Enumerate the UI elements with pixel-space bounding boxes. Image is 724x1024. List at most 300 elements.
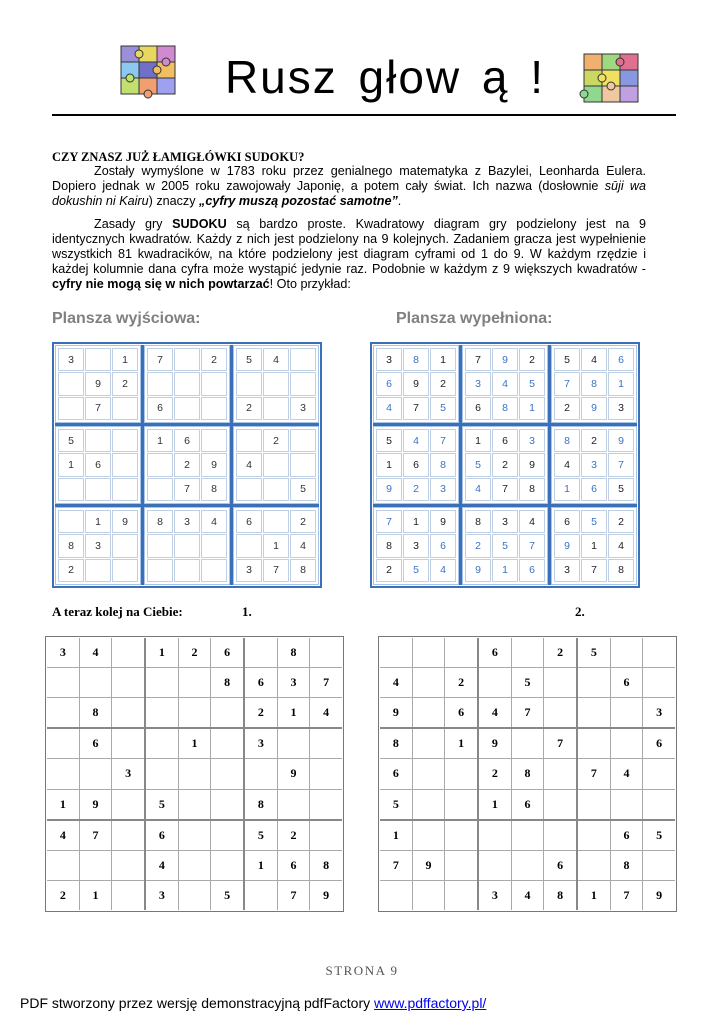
sudoku-cell: 7 (376, 510, 402, 533)
sudoku-cell: 5 (380, 790, 412, 819)
sudoku-cell: 6 (554, 510, 580, 533)
sudoku-cell[interactable] (512, 821, 544, 850)
sudoku-cell[interactable] (413, 729, 445, 758)
sudoku-cell: 8 (544, 881, 576, 910)
sudoku-cell[interactable] (445, 759, 477, 788)
sudoku-cell[interactable] (80, 759, 112, 788)
sudoku-box (578, 638, 675, 727)
sudoku-box (144, 507, 230, 585)
sudoku-cell (147, 478, 173, 501)
sudoku-cell (263, 397, 289, 420)
sudoku-cell[interactable] (544, 759, 576, 788)
sudoku-cell: 6 (146, 821, 178, 850)
sudoku-cell: 3 (403, 534, 429, 557)
sudoku-cell: 7 (492, 478, 518, 501)
sudoku-cell: 1 (465, 429, 491, 452)
sudoku-cell[interactable] (445, 851, 477, 880)
sudoku-cell[interactable] (112, 638, 144, 667)
sudoku-cell[interactable] (544, 821, 576, 850)
sudoku-cell[interactable] (512, 729, 544, 758)
sudoku-cell[interactable] (578, 821, 610, 850)
sudoku-cell: 2 (174, 453, 200, 476)
sudoku-cell: 6 (174, 429, 200, 452)
sudoku-cell: 6 (147, 397, 173, 420)
sudoku-cell: 9 (85, 372, 111, 395)
sudoku-cell: 4 (608, 534, 634, 557)
sudoku-cell[interactable] (479, 668, 511, 697)
sudoku-cell[interactable] (578, 698, 610, 727)
sudoku-box (578, 821, 675, 910)
sudoku-cell[interactable] (112, 668, 144, 697)
pdffactory-link[interactable]: www.pdffactory.pl/ (374, 995, 487, 1011)
sudoku-cell: 9 (413, 851, 445, 880)
sudoku-cell: 7 (263, 559, 289, 582)
sudoku-cell: 9 (380, 698, 412, 727)
intro-paragraph-1: Zostały wymyślone w 1783 roku przez genialnego matematyka z Bazylei, Leonharda Eulera. Dopiero jednak w 2005 roku zawojowały Japonię, a potem cały świat. Ich nazwa (dosłownie sūji wa dokushin ni Kairu) znaczy „cyfry muszą pozostać samotne”. (52, 164, 646, 208)
sudoku-cell: 7 (465, 348, 491, 371)
sudoku-cell[interactable] (80, 668, 112, 697)
sudoku-box (373, 426, 459, 504)
sudoku-cell: 8 (581, 372, 607, 395)
sudoku-cell: 2 (465, 534, 491, 557)
sudoku-cell[interactable] (413, 821, 445, 850)
sudoku-cell: 9 (403, 372, 429, 395)
sudoku-cell: 1 (80, 881, 112, 910)
sudoku-cell: 7 (147, 348, 173, 371)
sudoku-cell: 1 (578, 881, 610, 910)
sudoku-cell[interactable] (278, 790, 310, 819)
sudoku-cell (112, 397, 138, 420)
sudoku-cell: 3 (47, 638, 79, 667)
sudoku-cell: 6 (544, 851, 576, 880)
sudoku-cell: 8 (512, 759, 544, 788)
sudoku-cell: 1 (519, 397, 545, 420)
sudoku-cell (147, 534, 173, 557)
sudoku-cell: 7 (554, 372, 580, 395)
sudoku-cell (174, 348, 200, 371)
sudoku-cell: 4 (201, 510, 227, 533)
sudoku-cell: 8 (465, 510, 491, 533)
sudoku-cell: 1 (479, 790, 511, 819)
sudoku-cell: 6 (512, 790, 544, 819)
sudoku-cell: 8 (430, 453, 456, 476)
sudoku-cell: 6 (245, 668, 277, 697)
sudoku-cell (112, 429, 138, 452)
sudoku-cell[interactable] (643, 790, 675, 819)
sudoku-box (55, 507, 141, 585)
sudoku-cell: 6 (611, 821, 643, 850)
sudoku-cell[interactable] (445, 821, 477, 850)
sudoku-cell[interactable] (112, 729, 144, 758)
sudoku-cell: 7 (608, 453, 634, 476)
sudoku-cell: 1 (430, 348, 456, 371)
sudoku-cell[interactable] (544, 668, 576, 697)
sudoku-cell[interactable] (47, 759, 79, 788)
sudoku-cell[interactable] (245, 881, 277, 910)
sudoku-cell: 8 (380, 729, 412, 758)
sudoku-cell: 1 (85, 510, 111, 533)
sudoku-cell[interactable] (146, 668, 178, 697)
sudoku-cell[interactable] (211, 821, 243, 850)
sudoku-box (462, 507, 548, 585)
practice-board-2 (378, 636, 677, 912)
sudoku-cell: 7 (380, 851, 412, 880)
sudoku-cell[interactable] (112, 881, 144, 910)
sudoku-cell (263, 478, 289, 501)
sudoku-box (380, 638, 477, 727)
sudoku-cell[interactable] (380, 638, 412, 667)
sudoku-box (551, 426, 637, 504)
intro-paragraph-2: Zasady gry SUDOKU są bardzo proste. Kwadratowy diagram gry podzielony jest na 9 identycznych kwadratów. Każdy z nich jest podzielony na 9 kolejnych. Zadaniem gracza jest wypełnienie wszystkich 81 kwadracików, na które podzielony jest diagram cyframi od 1 do 9. W każdym rzędzie i każdej kolumnie dana cyfra może wystąpić jedynie raz. Podobnie w każdym z 9 większych kwadratów - cyfry nie mogą się w nich powtarzać! Oto przykład: (52, 217, 646, 291)
sudoku-cell (290, 372, 316, 395)
sudoku-cell: 8 (611, 851, 643, 880)
sudoku-cell: 5 (376, 429, 402, 452)
sudoku-cell: 1 (278, 698, 310, 727)
sudoku-cell: 2 (201, 348, 227, 371)
sudoku-cell: 4 (263, 348, 289, 371)
sudoku-cell[interactable] (146, 759, 178, 788)
sudoku-cell: 3 (290, 397, 316, 420)
sudoku-cell: 2 (278, 821, 310, 850)
sudoku-cell: 5 (146, 790, 178, 819)
sudoku-cell: 8 (290, 559, 316, 582)
sudoku-cell (290, 348, 316, 371)
sudoku-cell: 2 (112, 372, 138, 395)
sudoku-cell: 1 (58, 453, 84, 476)
puzzle-pieces-icon (578, 48, 648, 110)
sudoku-cell (85, 478, 111, 501)
sudoku-cell: 7 (578, 759, 610, 788)
sudoku-cell (112, 559, 138, 582)
sudoku-box (479, 638, 576, 727)
sudoku-cell: 1 (376, 453, 402, 476)
sudoku-cell: 6 (430, 534, 456, 557)
sudoku-cell[interactable] (445, 881, 477, 910)
sudoku-cell[interactable] (211, 790, 243, 819)
sudoku-cell: 5 (58, 429, 84, 452)
sudoku-cell: 3 (430, 478, 456, 501)
sudoku-cell: 5 (403, 559, 429, 582)
sudoku-box (47, 638, 144, 727)
sudoku-cell (263, 453, 289, 476)
sudoku-cell: 4 (146, 851, 178, 880)
sudoku-cell[interactable] (445, 790, 477, 819)
sudoku-cell: 6 (492, 429, 518, 452)
sudoku-cell: 2 (479, 759, 511, 788)
sudoku-cell: 6 (519, 559, 545, 582)
sudoku-cell: 9 (278, 759, 310, 788)
sudoku-cell[interactable] (512, 851, 544, 880)
sudoku-cell[interactable] (47, 668, 79, 697)
sudoku-cell: 6 (643, 729, 675, 758)
sudoku-cell: 2 (179, 638, 211, 667)
sudoku-box (55, 426, 141, 504)
sudoku-cell: 9 (465, 559, 491, 582)
sudoku-cell[interactable] (47, 698, 79, 727)
sudoku-cell[interactable] (80, 851, 112, 880)
sudoku-cell[interactable] (179, 821, 211, 850)
sudoku-cell: 4 (581, 348, 607, 371)
sudoku-box (479, 729, 576, 818)
sudoku-cell: 6 (80, 729, 112, 758)
puzzle-2-number: 2. (575, 604, 585, 619)
sudoku-box (55, 345, 141, 423)
sudoku-cell: 3 (278, 668, 310, 697)
sudoku-cell[interactable] (278, 729, 310, 758)
sudoku-cell: 2 (492, 453, 518, 476)
sudoku-cell[interactable] (413, 668, 445, 697)
sudoku-cell (174, 559, 200, 582)
sudoku-cell[interactable] (179, 668, 211, 697)
sudoku-cell: 9 (201, 453, 227, 476)
sudoku-cell: 3 (112, 759, 144, 788)
sudoku-cell[interactable] (112, 698, 144, 727)
sudoku-cell: 3 (492, 510, 518, 533)
sudoku-box (479, 821, 576, 910)
sudoku-cell[interactable] (47, 729, 79, 758)
sudoku-cell[interactable] (643, 638, 675, 667)
example-solved-board (370, 342, 640, 588)
sudoku-cell: 3 (643, 698, 675, 727)
sudoku-cell: 4 (465, 478, 491, 501)
sudoku-cell: 3 (236, 559, 262, 582)
sudoku-cell[interactable] (578, 668, 610, 697)
sudoku-box (551, 345, 637, 423)
sudoku-cell (147, 372, 173, 395)
sudoku-cell[interactable] (179, 851, 211, 880)
sudoku-cell (201, 397, 227, 420)
sudoku-box (144, 345, 230, 423)
sudoku-cell: 8 (608, 559, 634, 582)
sudoku-cell[interactable] (211, 729, 243, 758)
sudoku-cell: 3 (376, 348, 402, 371)
sudoku-box (233, 345, 319, 423)
sudoku-cell[interactable] (611, 790, 643, 819)
sudoku-cell[interactable] (643, 668, 675, 697)
sudoku-cell[interactable] (445, 638, 477, 667)
sudoku-cell[interactable] (146, 698, 178, 727)
sudoku-cell (263, 510, 289, 533)
sudoku-cell[interactable] (179, 698, 211, 727)
sudoku-cell: 8 (211, 668, 243, 697)
sudoku-cell: 9 (554, 534, 580, 557)
sudoku-cell: 1 (245, 851, 277, 880)
sudoku-cell[interactable] (380, 881, 412, 910)
sudoku-cell: 8 (310, 851, 342, 880)
sudoku-cell (236, 429, 262, 452)
sudoku-cell[interactable] (611, 638, 643, 667)
sudoku-cell: 6 (376, 372, 402, 395)
sudoku-box (462, 426, 548, 504)
sudoku-box (144, 426, 230, 504)
page-number: STRONA 9 (325, 963, 399, 978)
sudoku-cell[interactable] (112, 821, 144, 850)
sudoku-cell: 5 (245, 821, 277, 850)
sudoku-cell: 5 (578, 638, 610, 667)
sudoku-cell: 1 (179, 729, 211, 758)
sudoku-cell: 7 (80, 821, 112, 850)
sudoku-box (233, 507, 319, 585)
sudoku-cell[interactable] (643, 759, 675, 788)
sudoku-cell: 4 (430, 559, 456, 582)
sudoku-cell: 8 (147, 510, 173, 533)
sudoku-cell: 7 (581, 559, 607, 582)
sudoku-cell: 7 (519, 534, 545, 557)
sudoku-cell[interactable] (544, 790, 576, 819)
sudoku-cell[interactable] (578, 729, 610, 758)
sudoku-cell[interactable] (611, 729, 643, 758)
sudoku-cell[interactable] (211, 851, 243, 880)
sudoku-cell: 5 (211, 881, 243, 910)
sudoku-cell[interactable] (643, 851, 675, 880)
sudoku-cell[interactable] (512, 638, 544, 667)
sudoku-cell (236, 478, 262, 501)
sudoku-cell: 4 (290, 534, 316, 557)
sudoku-cell[interactable] (211, 759, 243, 788)
sudoku-cell: 5 (290, 478, 316, 501)
sudoku-cell: 8 (80, 698, 112, 727)
sudoku-cell: 3 (174, 510, 200, 533)
sudoku-cell: 5 (430, 397, 456, 420)
sudoku-cell: 1 (492, 559, 518, 582)
sudoku-cell: 7 (174, 478, 200, 501)
sudoku-cell[interactable] (211, 698, 243, 727)
sudoku-cell[interactable] (479, 821, 511, 850)
sudoku-cell: 1 (112, 348, 138, 371)
sudoku-cell: 1 (445, 729, 477, 758)
sudoku-cell: 5 (519, 372, 545, 395)
sudoku-box (146, 729, 243, 818)
sudoku-cell: 4 (310, 698, 342, 727)
sudoku-box (245, 821, 342, 910)
sudoku-cell: 6 (380, 759, 412, 788)
sudoku-cell: 3 (58, 348, 84, 371)
sudoku-cell[interactable] (413, 881, 445, 910)
sudoku-cell (201, 534, 227, 557)
sudoku-cell: 1 (263, 534, 289, 557)
sudoku-cell (174, 372, 200, 395)
sudoku-cell (290, 453, 316, 476)
sudoku-cell[interactable] (578, 790, 610, 819)
page-header (0, 0, 724, 120)
sudoku-cell: 7 (512, 698, 544, 727)
sudoku-cell: 4 (479, 698, 511, 727)
sudoku-cell[interactable] (310, 759, 342, 788)
sudoku-cell[interactable] (179, 790, 211, 819)
sudoku-cell: 4 (380, 668, 412, 697)
sudoku-cell: 7 (403, 397, 429, 420)
sudoku-cell: 4 (512, 881, 544, 910)
header-divider (52, 114, 676, 116)
sudoku-cell: 6 (85, 453, 111, 476)
sudoku-cell: 9 (519, 453, 545, 476)
sudoku-cell: 3 (581, 453, 607, 476)
sudoku-cell[interactable] (310, 790, 342, 819)
sudoku-cell: 1 (147, 429, 173, 452)
sudoku-cell (201, 429, 227, 452)
sudoku-cell (85, 429, 111, 452)
sudoku-cell: 2 (581, 429, 607, 452)
sudoku-cell: 2 (608, 510, 634, 533)
sudoku-cell: 2 (236, 397, 262, 420)
sudoku-cell: 2 (430, 372, 456, 395)
sudoku-cell: 2 (403, 478, 429, 501)
sudoku-cell: 3 (479, 881, 511, 910)
sudoku-cell: 6 (479, 638, 511, 667)
sudoku-box (146, 821, 243, 910)
sudoku-cell: 8 (58, 534, 84, 557)
example-start-board (52, 342, 322, 588)
sudoku-cell: 1 (47, 790, 79, 819)
puzzle-pieces-icon (115, 40, 185, 102)
sudoku-box (245, 638, 342, 727)
sudoku-cell: 6 (403, 453, 429, 476)
sudoku-cell: 5 (581, 510, 607, 533)
sudoku-cell: 3 (554, 559, 580, 582)
sudoku-cell[interactable] (413, 790, 445, 819)
sudoku-cell: 9 (608, 429, 634, 452)
sudoku-cell[interactable] (146, 729, 178, 758)
section-heading: CZY ZNASZ JUŻ ŁAMIGŁÓWKI SUDOKU? (52, 150, 305, 164)
sudoku-cell: 9 (112, 510, 138, 533)
sudoku-cell: 2 (263, 429, 289, 452)
sudoku-cell[interactable] (479, 851, 511, 880)
sudoku-cell: 9 (430, 510, 456, 533)
sudoku-cell[interactable] (578, 851, 610, 880)
sudoku-cell: 7 (278, 881, 310, 910)
sudoku-cell: 4 (376, 397, 402, 420)
sudoku-box (233, 426, 319, 504)
sudoku-cell[interactable] (310, 821, 342, 850)
sudoku-cell (58, 397, 84, 420)
sudoku-cell[interactable] (310, 638, 342, 667)
sudoku-cell: 4 (519, 510, 545, 533)
sudoku-box (146, 638, 243, 727)
sudoku-cell: 2 (376, 559, 402, 582)
sudoku-cell[interactable] (112, 790, 144, 819)
sudoku-cell (263, 372, 289, 395)
sudoku-cell: 4 (47, 821, 79, 850)
sudoku-cell[interactable] (179, 881, 211, 910)
sudoku-cell: 5 (554, 348, 580, 371)
sudoku-cell: 5 (608, 478, 634, 501)
sudoku-cell[interactable] (413, 759, 445, 788)
sudoku-cell: 9 (643, 881, 675, 910)
sudoku-cell: 2 (245, 698, 277, 727)
sudoku-box (373, 507, 459, 585)
sudoku-cell (147, 453, 173, 476)
sudoku-cell[interactable] (544, 698, 576, 727)
sudoku-cell: 7 (310, 668, 342, 697)
sudoku-cell (236, 372, 262, 395)
sudoku-cell[interactable] (611, 698, 643, 727)
sudoku-cell[interactable] (245, 638, 277, 667)
sudoku-cell[interactable] (179, 759, 211, 788)
sudoku-cell[interactable] (413, 638, 445, 667)
sudoku-cell: 2 (58, 559, 84, 582)
sudoku-cell[interactable] (413, 698, 445, 727)
sudoku-cell[interactable] (245, 759, 277, 788)
sudoku-cell[interactable] (310, 729, 342, 758)
sudoku-cell (174, 534, 200, 557)
sudoku-cell: 7 (544, 729, 576, 758)
sudoku-cell: 1 (403, 510, 429, 533)
sudoku-cell[interactable] (47, 851, 79, 880)
sudoku-cell[interactable] (112, 851, 144, 880)
practice-board-1 (45, 636, 344, 912)
sudoku-cell (85, 559, 111, 582)
sudoku-cell: 7 (611, 881, 643, 910)
